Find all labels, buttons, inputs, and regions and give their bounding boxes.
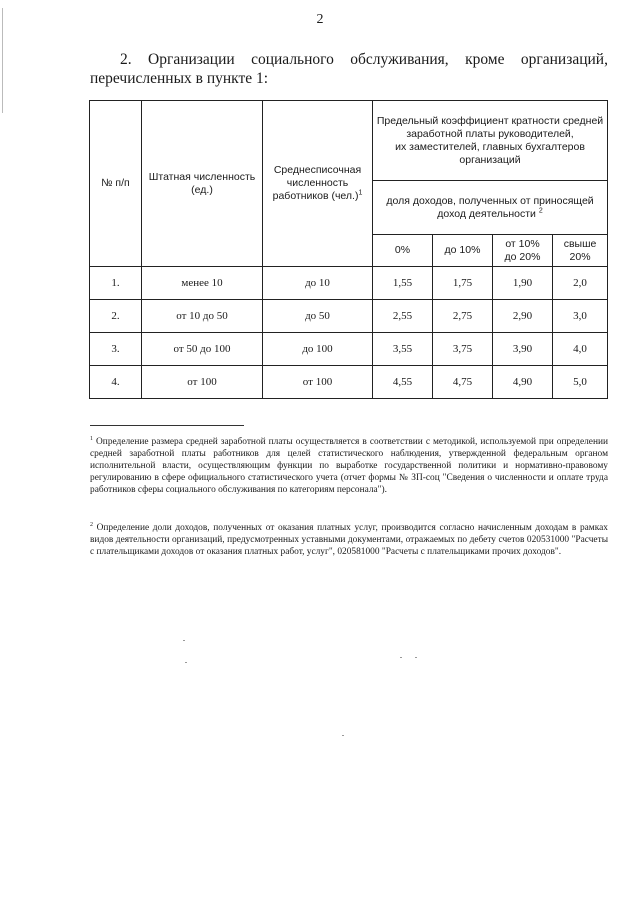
header-income-share-line: доля доходов, полученных от приносящей [386,194,594,207]
table-row [90,300,608,333]
heading-line-1 [90,50,608,69]
band-label: от 10% [505,237,540,250]
row-value: 3,90 [493,333,553,366]
row-number: 2. [90,300,142,333]
row-staff: от 50 до 100 [142,333,263,366]
header-average-headcount [263,101,373,267]
row-value: 3,0 [553,300,608,333]
band-header [433,235,493,267]
row-value: 4,90 [493,366,553,399]
heading-number: 2. [120,51,132,68]
table-row [90,267,608,300]
row-average: до 10 [263,267,373,300]
row-value: 4,55 [373,366,433,399]
row-staff: менее 10 [142,267,263,300]
heading-word: кроме [465,51,505,68]
scan-speck [400,657,402,658]
heading-word: социального [251,51,334,68]
header-coefficient [373,101,608,181]
band-label: 20% [569,250,591,263]
row-average: до 50 [263,300,373,333]
row-value: 1,55 [373,267,433,300]
scan-speck [183,640,185,641]
heading-word: организаций, [520,51,608,68]
header-income-share-line: доход деятельности [437,207,536,220]
band-header [373,235,433,267]
row-staff: от 100 [142,366,263,399]
row-average: до 100 [263,333,373,366]
footnote-mark: 2 [90,521,93,528]
row-value: 5,0 [553,366,608,399]
heading-line-2: перечисленных в пункте 1: [90,70,269,87]
row-number: 1. [90,267,142,300]
header-coefficient-line: их заместителей, главных бухгалтеров [395,140,585,153]
header-coefficient-line: Предельный коэффициент кратности средней [376,114,604,127]
row-number: 3. [90,333,142,366]
scan-speck [342,735,344,736]
section-heading [90,50,608,88]
row-average: от 100 [263,366,373,399]
band-label: свыше [563,237,597,250]
row-number: 4. [90,366,142,399]
band-label: до 20% [504,250,541,263]
heading-word: обслуживания, [350,51,449,68]
header-average-headcount-text: Среднесписочная численность работников (чел.) [272,164,362,202]
footnote-mark: 1 [90,435,93,442]
row-value: 2,0 [553,267,608,300]
row-value: 2,75 [433,300,493,333]
band-header [553,235,608,267]
heading-word: Организации [148,51,235,68]
scan-speck [415,657,417,658]
header-number: № п/п [90,101,142,267]
header-coefficient-line: заработной платы руководителей, [406,127,574,140]
row-value: 2,90 [493,300,553,333]
band-label: до 10% [444,244,481,256]
footnote-ref: 1 [358,189,363,197]
row-value: 3,55 [373,333,433,366]
footnote-text: Определение размера средней заработной платы осуществляется в соответствии с методикой, используемой при определении средней заработной платы работников для целей статистического наблюдения, утвержденной федеральным органом исполнительной власти, осуществляющим функции по выработке государственной политики и нормативно-правовому регулированию в сфере официального статистического учета (отчет формы № ЗП-соц "Сведения о численности и оплате труда работников сферы социального обслуживания по категориям персонала"). [90,437,609,495]
header-income-share-line-2 [376,208,604,221]
table-row [90,366,608,399]
scan-speck [185,662,187,663]
footnote-text: Определение доли доходов, полученных от оказания платных услуг, производится согласно начисленным доходам в рамках видов деятельности организаций, предусмотренных уставными документами, отражаемых по дебету счетов 020531000 "Расчеты с плательщиками доходов от оказания платных работ, услуг", 020581000 "Расчеты с плательщиками прочих доходов". [90,523,608,557]
row-value: 4,75 [433,366,493,399]
row-value: 3,75 [433,333,493,366]
footnote-ref: 2 [538,207,543,214]
coefficient-table [89,100,608,399]
footnote-2 [90,522,608,558]
header-coefficient-line: организаций [459,153,521,166]
row-value: 1,75 [433,267,493,300]
page-number: 2 [316,12,324,27]
row-value: 4,0 [553,333,608,366]
row-value: 2,55 [373,300,433,333]
band-label: 0% [394,244,411,256]
footnote-separator [90,425,244,426]
row-value: 1,90 [493,267,553,300]
band-header [493,235,553,267]
header-income-share [373,181,608,235]
table-header-row [90,101,608,181]
footnote-1 [90,436,608,496]
row-staff: от 10 до 50 [142,300,263,333]
table-row [90,333,608,366]
header-staff-count: Штатная численность (ед.) [142,101,263,267]
